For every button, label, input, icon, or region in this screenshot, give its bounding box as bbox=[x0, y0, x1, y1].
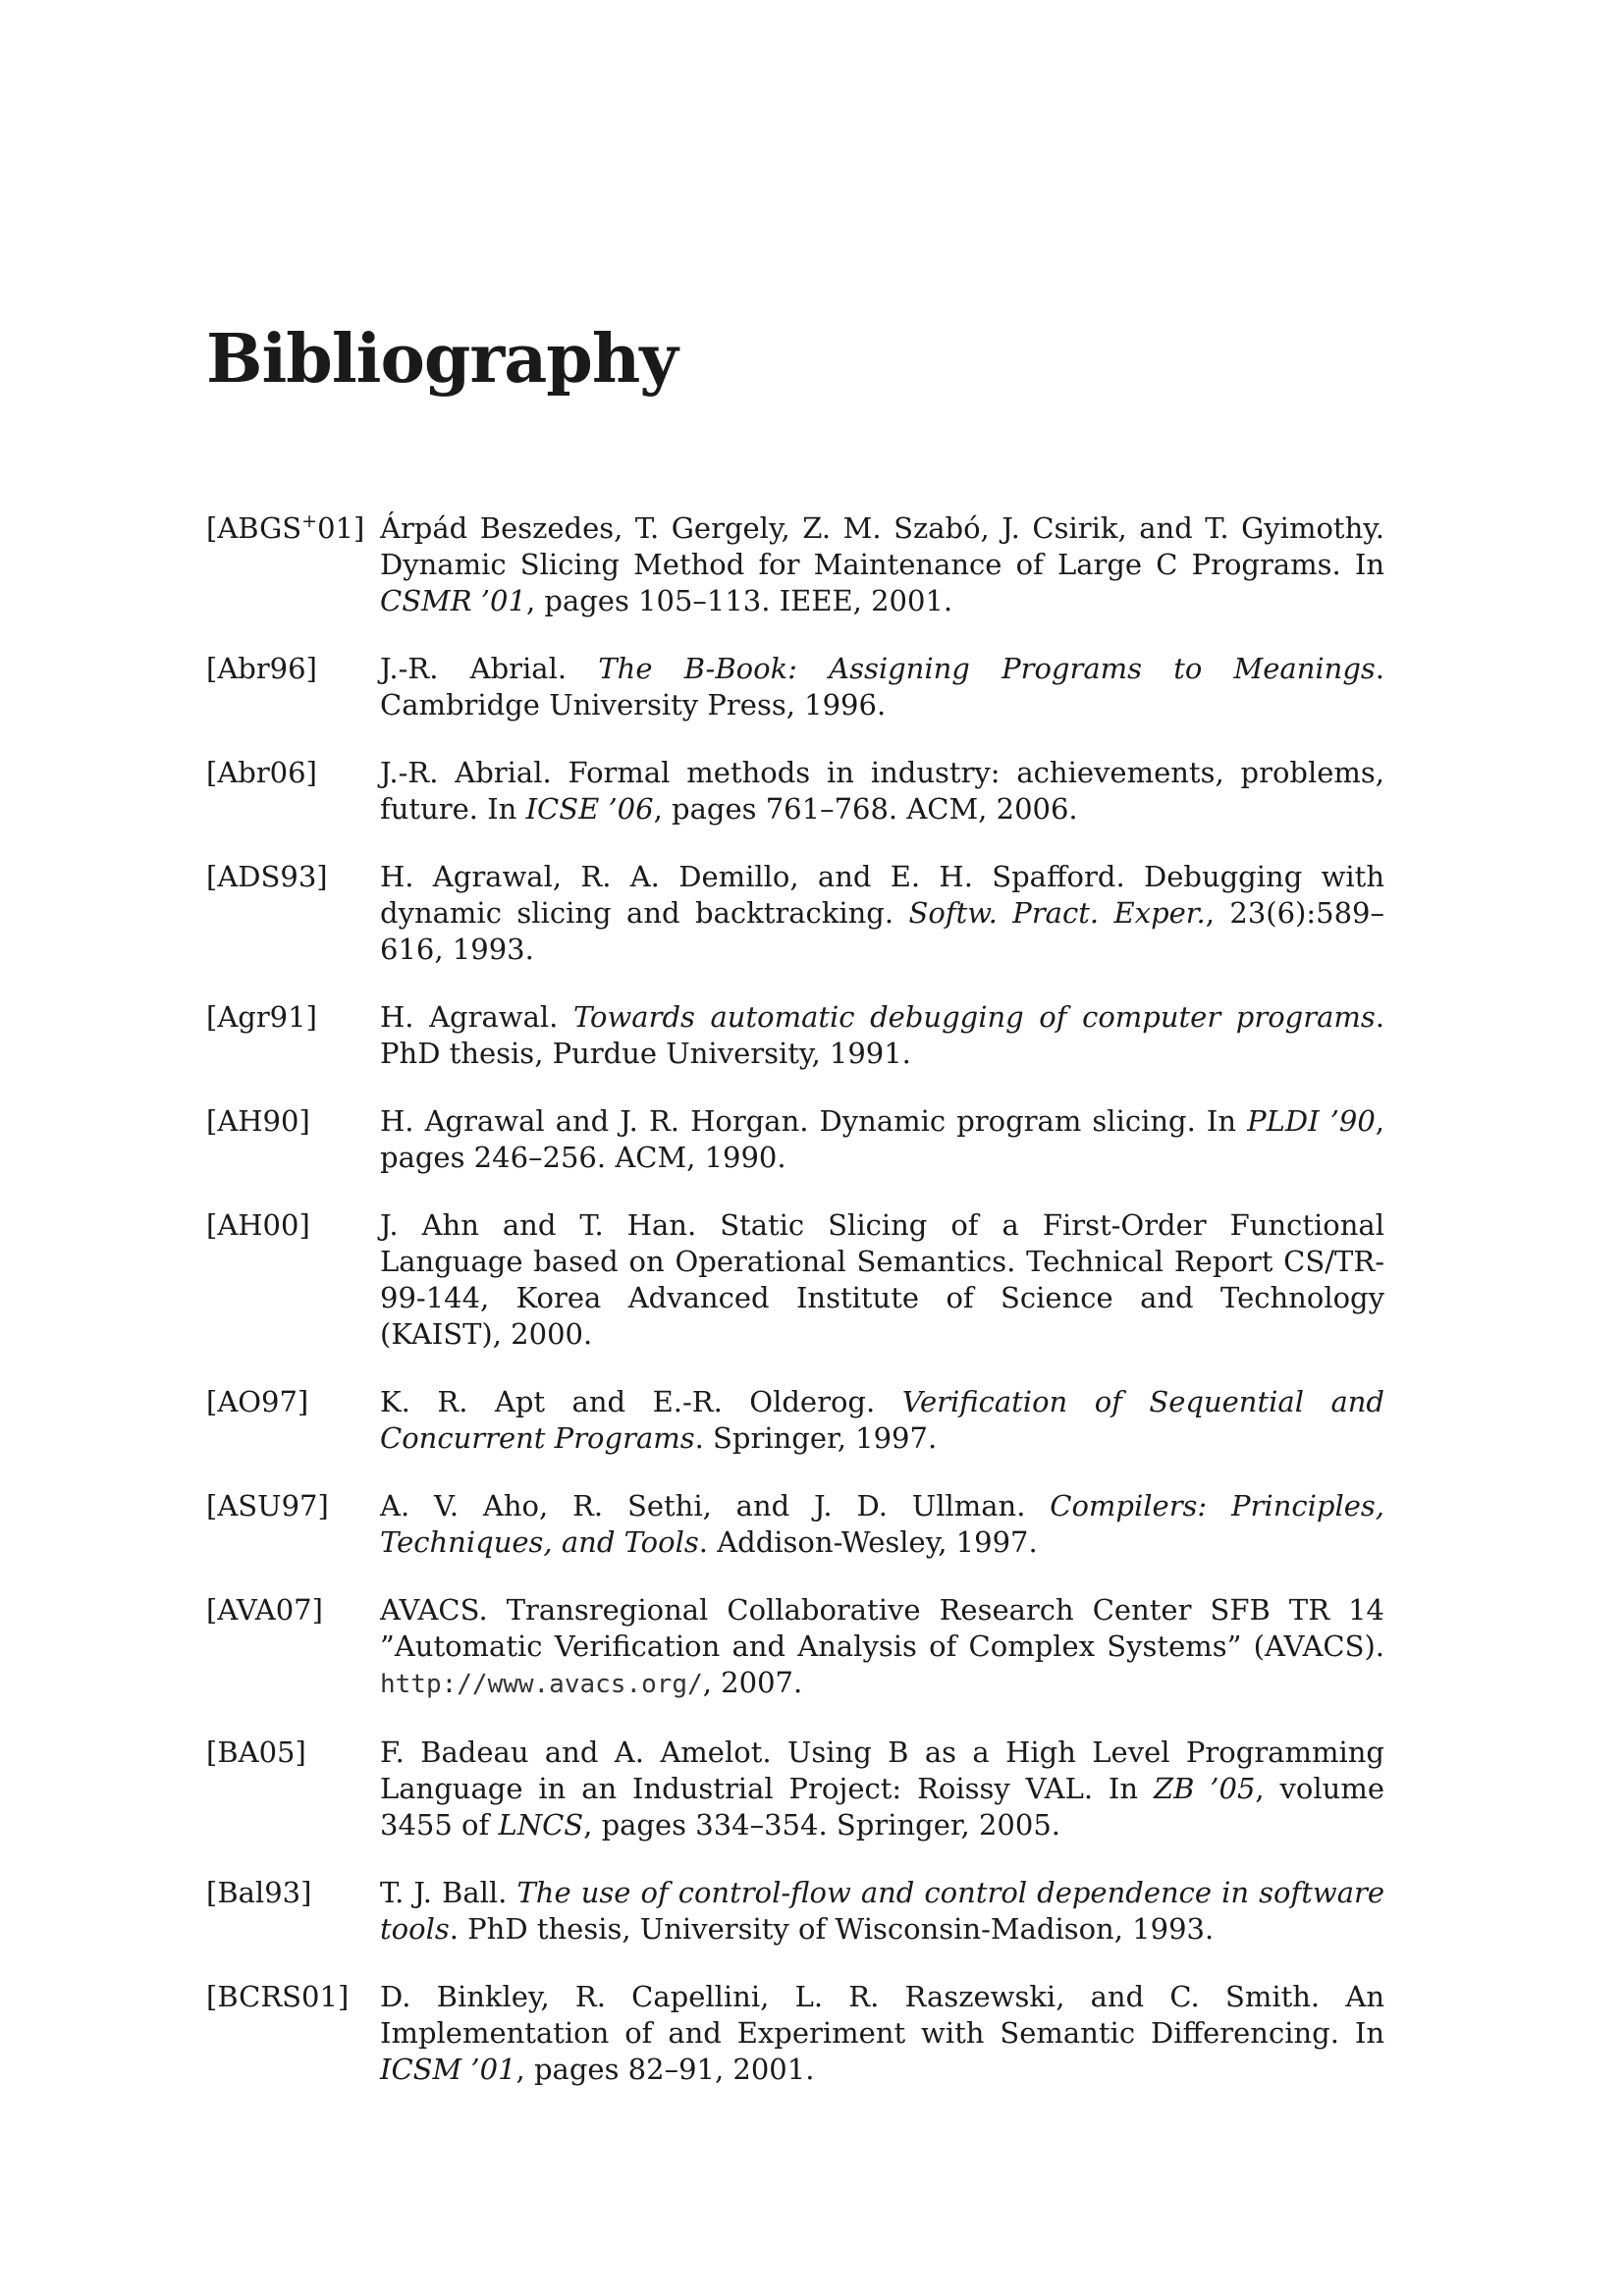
bib-entry bbox=[206, 1592, 1384, 1703]
bib-entry bbox=[206, 651, 1384, 723]
bib-citation bbox=[380, 1207, 1384, 1353]
bib-key bbox=[206, 1979, 349, 2015]
citation-text: . PhD thesis, University of Wisconsin-Madison, 1993. bbox=[449, 1912, 1215, 1946]
bib-entry bbox=[206, 859, 1384, 968]
bib-citation bbox=[380, 1103, 1384, 1176]
citation-text: , 23(6):589–616, 1993. bbox=[380, 896, 1384, 966]
bib-entry bbox=[206, 510, 1384, 619]
citation-text: J. Ahn and T. Han. Static Slicing of a First-Order Functional Language based on Operational Semantics. Technical Report CS/TR-99-144, Korea Advanced Institute of Science and Technology (KAIST), 2000. bbox=[380, 1208, 1384, 1351]
bib-key bbox=[206, 1592, 323, 1629]
citation-text: , pages 246–256. ACM, 1990. bbox=[380, 1104, 1384, 1174]
bib-entry bbox=[206, 999, 1384, 1072]
bib-key bbox=[206, 1384, 308, 1420]
citation-venue-italic: The use of control-flow and control dependence in software tools bbox=[380, 1876, 1385, 1946]
citation-text: H. Agrawal. bbox=[380, 1000, 573, 1034]
bib-key bbox=[206, 1103, 310, 1140]
bib-key bbox=[206, 1207, 310, 1244]
citation-venue-italic: Towards automatic debugging of computer programs bbox=[572, 1000, 1376, 1034]
bib-citation bbox=[380, 1875, 1384, 1948]
bib-key-label: [AVA07] bbox=[206, 1593, 323, 1627]
citation-text: , pages 334–354. Springer, 2005. bbox=[583, 1808, 1061, 1842]
citation-text: , volume 3455 of bbox=[380, 1772, 1384, 1842]
citation-venue-italic: ICSM ’01 bbox=[380, 2053, 516, 2086]
citation-text: , pages 105–113. IEEE, 2001. bbox=[525, 584, 953, 617]
bibliography-list bbox=[206, 510, 1384, 2119]
bib-key-label: [ABGS bbox=[206, 511, 302, 545]
citation-text: J.-R. Abrial. Formal methods in industry: achievements, problems, future. In bbox=[380, 756, 1384, 826]
bib-entry bbox=[206, 1875, 1384, 1948]
bib-key-superscript: + bbox=[301, 510, 318, 532]
bib-key-label: [AO97] bbox=[206, 1385, 309, 1418]
bib-key bbox=[206, 651, 317, 687]
bib-key bbox=[206, 755, 317, 791]
bib-entry bbox=[206, 1979, 1384, 2088]
bib-entry bbox=[206, 755, 1384, 828]
bib-citation bbox=[380, 755, 1384, 828]
bib-entry bbox=[206, 1103, 1384, 1176]
citation-text: , 2007. bbox=[702, 1666, 803, 1699]
bib-entry bbox=[206, 1207, 1384, 1353]
bib-key bbox=[206, 1735, 306, 1771]
citation-text: A. V. Aho, R. Sethi, and J. D. Ullman. bbox=[380, 1489, 1051, 1522]
bib-key-label: [ASU97] bbox=[206, 1489, 329, 1522]
bib-key-label: [AH00] bbox=[206, 1208, 310, 1242]
bib-citation bbox=[380, 510, 1384, 619]
bib-entry bbox=[206, 1735, 1384, 1843]
citation-text: Árpád Beszedes, T. Gergely, Z. M. Szabó, J. Csirik, and T. Gyimothy. Dynamic Slicing Method for Maintenance of Large C Programs. In bbox=[380, 511, 1384, 581]
bib-entry bbox=[206, 1488, 1384, 1561]
bib-citation bbox=[380, 859, 1384, 968]
citation-text: F. Badeau and A. Amelot. Using B as a High Level Programming Language in an Industrial Project: Roissy VAL. In bbox=[380, 1735, 1384, 1805]
citation-venue-italic: ICSE ’06 bbox=[525, 792, 654, 826]
bib-key-label: [BA05] bbox=[206, 1735, 306, 1769]
bib-key-label: [ADS93] bbox=[206, 860, 328, 893]
citation-venue-italic: PLDI ’90 bbox=[1247, 1104, 1376, 1138]
bib-citation bbox=[380, 1592, 1384, 1703]
citation-venue-italic: The B-Book: Assigning Programs to Meanings bbox=[598, 652, 1376, 685]
citation-text: T. J. Ball. bbox=[380, 1876, 517, 1909]
bib-citation bbox=[380, 1488, 1384, 1561]
citation-text: , pages 761–768. ACM, 2006. bbox=[653, 792, 1078, 826]
citation-venue-italic: Compilers: Principles, Techniques, and Tools bbox=[380, 1489, 1384, 1559]
citation-text: D. Binkley, R. Capellini, L. R. Raszewski, and C. Smith. An Implementation of and Experiment with Semantic Differencing. In bbox=[380, 1980, 1384, 2050]
bib-entry bbox=[206, 1384, 1384, 1457]
citation-text: J.-R. Abrial. bbox=[380, 652, 599, 685]
citation-venue-italic: CSMR ’01 bbox=[380, 584, 526, 617]
bib-citation bbox=[380, 1979, 1384, 2088]
citation-text: , pages 82–91, 2001. bbox=[515, 2053, 815, 2086]
citation-venue-italic: Softw. Pract. Exper. bbox=[908, 896, 1206, 930]
citation-venue-italic: Verification of Sequential and Concurrent Programs bbox=[380, 1385, 1384, 1455]
citation-text: AVACS. Transregional Collaborative Research Center SFB TR 14 ”Automatic Verification and Analysis of Complex Systems” (AVACS). bbox=[380, 1593, 1384, 1663]
bib-key-label: [Bal93] bbox=[206, 1876, 312, 1909]
citation-text: . Addison-Wesley, 1997. bbox=[698, 1525, 1038, 1559]
bib-key bbox=[206, 1488, 329, 1524]
bib-key-label: [Abr06] bbox=[206, 756, 317, 789]
citation-venue-italic: LNCS bbox=[498, 1808, 584, 1842]
citation-venue-italic: ZB ’05 bbox=[1153, 1772, 1256, 1805]
bib-key bbox=[206, 1875, 311, 1911]
citation-text: . Springer, 1997. bbox=[694, 1421, 938, 1455]
bib-key-label: [AH90] bbox=[206, 1104, 310, 1138]
citation-url: http://www.avacs.org/ bbox=[380, 1670, 703, 1699]
bib-key bbox=[206, 999, 317, 1036]
bib-citation bbox=[380, 1735, 1384, 1843]
bib-key-label: [BCRS01] bbox=[206, 1980, 350, 2013]
citation-text: . Cambridge University Press, 1996. bbox=[380, 652, 1384, 721]
citation-text: K. R. Apt and E.-R. Olderog. bbox=[380, 1385, 902, 1418]
citation-text: H. Agrawal, R. A. Demillo, and E. H. Spafford. Debugging with dynamic slicing and backtracking. bbox=[380, 860, 1384, 930]
bib-citation bbox=[380, 651, 1384, 723]
bib-key-label: [Abr96] bbox=[206, 652, 317, 685]
bib-key-label: [Agr91] bbox=[206, 1000, 317, 1034]
page-title: Bibliography bbox=[206, 320, 677, 399]
bib-citation bbox=[380, 999, 1384, 1072]
bib-citation bbox=[380, 1384, 1384, 1457]
bib-key bbox=[206, 510, 364, 547]
citation-text: H. Agrawal and J. R. Horgan. Dynamic program slicing. In bbox=[380, 1104, 1248, 1138]
bib-key-tail: 01] bbox=[317, 511, 365, 545]
citation-text: . PhD thesis, Purdue University, 1991. bbox=[380, 1000, 1384, 1070]
bib-key bbox=[206, 859, 328, 895]
